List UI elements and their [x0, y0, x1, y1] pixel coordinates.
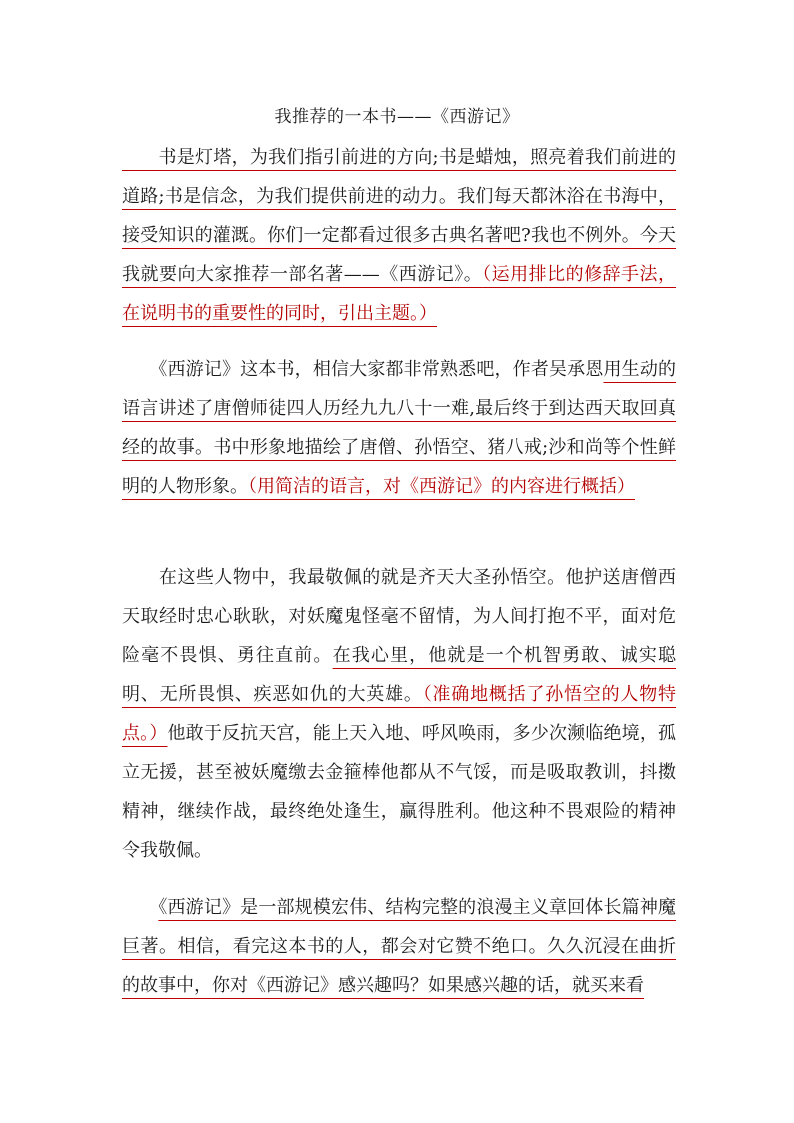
intro-text: 书是灯塔，为我们指引前进的方向;书是蜡烛，照亮着我们前进的道路;书是信念，为我们提供前进的动力。我们每天都沐浴在书海中，接受知识的灌溉。你们一定都看过很多古典名著吧?我也不例外。今天我就要向大家推荐一部名著——《西游记》。: [122, 147, 676, 285]
character-highlight: 在我心里，他就是一个机智勇敢、诚实聪明、无所畏惧、疾恶如仇的大英雄。: [122, 645, 677, 705]
character-lead: 在这些人物中，我最敬佩的就是齐天大圣孙悟空。他护送唐僧西天取经时忠心耿耿，对妖魔鬼怪毫不留情，为人间打抱不平，面对危险毫不畏惧、勇往直前。: [122, 567, 676, 666]
document-title: 我推荐的一本书——《西游记》: [274, 107, 520, 127]
intro-annotation: （运用排比的修辞手法，在说明书的重要性的同时，引出主题。）: [122, 264, 676, 324]
character-tail: 他敢于反抗天宫，能上天入地、呼风唤雨，多少次濒临绝境，孤立无援，甚至被妖魔缴去金箍棒他都从不气馁，而是吸取教训，抖擞精神，继续作战，最终绝处逢生，赢得胜利。他这种不畏艰险的精神令我敬佩。: [122, 723, 676, 861]
recommendation-text: 《西游记》是一部规模宏伟、结构完整的浪漫主义章回体长篇神魔巨著。相信，看完这本书的人，都会对它赞不绝口。久久沉浸在曲折的故事中，你对《西游记》感兴趣吗？如果感兴趣的话，就买来看: [122, 897, 677, 996]
summary-annotation: （用简洁的语言，对《西游记》的内容进行概括）: [248, 476, 635, 497]
recommendation-indent: [122, 897, 158, 918]
paragraph-character: [122, 558, 676, 870]
paragraph-summary: [122, 350, 676, 506]
summary-lead: 《西游记》这本书，相信大家都非常熟悉吧，作者吴承恩: [122, 359, 604, 380]
paragraph-intro: [122, 138, 676, 333]
paragraph-recommendation: [122, 888, 676, 1005]
character-annotation: （准确地概括了孙悟空的人物特点。）: [122, 684, 677, 744]
summary-text: 用生动的语言讲述了唐僧师徒四人历经九九八十一难,最后终于到达西天取回真经的故事。书中形象地描绘了唐僧、孙悟空、猪八戒;沙和尚等个性鲜明的人物形象。: [122, 359, 676, 497]
